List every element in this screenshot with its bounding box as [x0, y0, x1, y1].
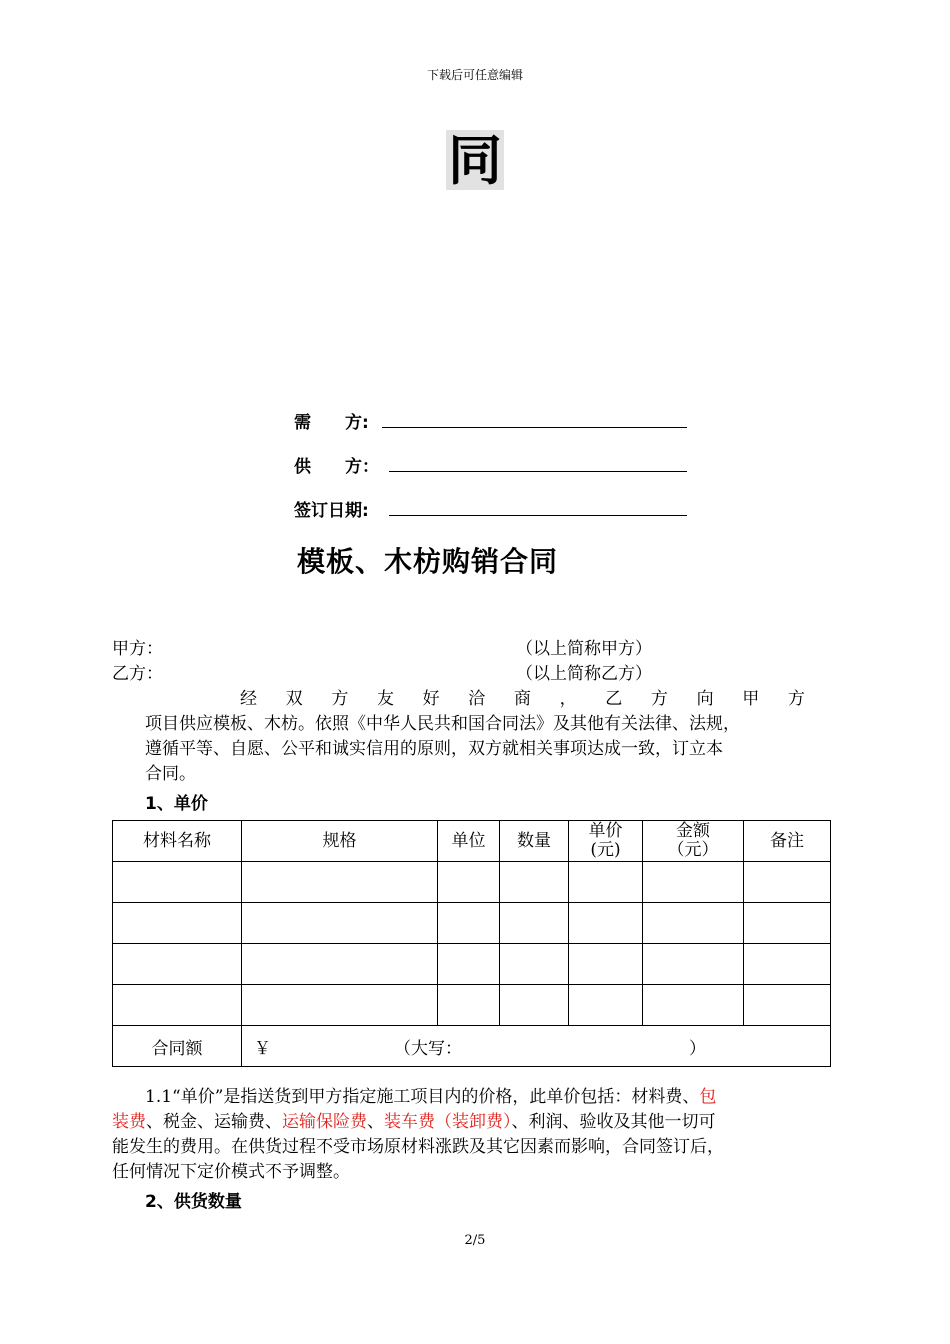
table-cell[interactable]: [643, 903, 744, 944]
party-a-note: （以上简称甲方）: [516, 639, 652, 659]
table-cell[interactable]: [242, 985, 438, 1026]
total-amount-cell[interactable]: [242, 1026, 831, 1067]
supplier-line: [389, 471, 687, 472]
table-header-row: [113, 821, 831, 862]
intro-word: 方: [331, 689, 349, 709]
table-cell[interactable]: [569, 944, 643, 985]
table-cell[interactable]: [500, 985, 569, 1026]
header-unit-price: 单价 (元): [569, 821, 643, 862]
intro-word: ，: [559, 689, 577, 709]
table-cell[interactable]: [113, 862, 242, 903]
clause-text: 、: [367, 1112, 384, 1132]
party-b-label: 乙方：: [112, 664, 163, 684]
currency-symbol: ￥: [254, 1038, 271, 1059]
table-cell[interactable]: [242, 862, 438, 903]
table-cell[interactable]: [242, 903, 438, 944]
table-cell[interactable]: [113, 985, 242, 1026]
section-2-heading: 2、供货数量: [145, 1192, 242, 1212]
buyer-line: [382, 427, 687, 428]
intro-line-1: [240, 687, 805, 712]
header-quantity: 数量: [500, 821, 569, 862]
header-material-name: 材料名称: [113, 821, 242, 862]
party-a-label: 甲方：: [112, 639, 163, 659]
intro-line-3: 遵循平等、自愿、公平和诚实信用的原则，双方就相关事项达成一致，订立本: [145, 739, 723, 759]
clause-1-1-line-1: [145, 1085, 716, 1110]
table-cell[interactable]: [438, 944, 500, 985]
clause-1-1-line-4: 任何情况下定价模式不予调整。: [112, 1162, 350, 1182]
table-row: [113, 903, 831, 944]
table-cell[interactable]: [113, 903, 242, 944]
intro-word: 洽: [468, 689, 486, 709]
table-cell[interactable]: [438, 985, 500, 1026]
clause-1-1-line-3: 能发生的费用。在供货过程不受市场原材料涨跌及其它因素而影响，合同签订后，: [112, 1137, 724, 1157]
table-cell[interactable]: [744, 862, 831, 903]
table-cell[interactable]: [438, 862, 500, 903]
clause-highlight: 运输保险费: [282, 1112, 367, 1132]
uppercase-close: ）: [689, 1038, 706, 1059]
page-number: 2/5: [464, 1233, 486, 1248]
clause-1-1-line-2: [112, 1110, 716, 1135]
header-remark: 备注: [744, 821, 831, 862]
intro-word: 乙: [605, 689, 623, 709]
intro-word: 双: [285, 689, 303, 709]
header-unit: 单位: [438, 821, 500, 862]
party-b-note: （以上简称乙方）: [516, 664, 652, 684]
buyer-label: 需 方:: [294, 413, 369, 433]
clause-highlight: 装费: [112, 1112, 146, 1132]
intro-word: 商: [513, 689, 531, 709]
intro-line-2: 项目供应模板、木枋。依照《中华人民共和国合同法》及其他有关法律、法规，: [145, 714, 740, 734]
table-cell[interactable]: [500, 862, 569, 903]
header-note: 下载后可任意编辑: [426, 68, 523, 82]
cover-title-char: 同: [448, 128, 502, 192]
header-amount: 金额 （元）: [643, 821, 744, 862]
intro-word: 经: [240, 689, 257, 709]
clause-text: 1.1“单价”是指送货到甲方指定施工项目内的价格，此单价包括：材料费、: [145, 1087, 700, 1107]
table-cell[interactable]: [113, 944, 242, 985]
clause-text: 、税金、运输费、: [146, 1112, 282, 1132]
table-cell[interactable]: [744, 985, 831, 1026]
supplier-label: 供 方：: [294, 457, 379, 477]
table-cell[interactable]: [744, 903, 831, 944]
table-cell[interactable]: [500, 944, 569, 985]
table-row: [113, 862, 831, 903]
table-cell[interactable]: [569, 862, 643, 903]
intro-line-4: 合同。: [145, 764, 196, 784]
table-cell[interactable]: [569, 985, 643, 1026]
table-cell[interactable]: [643, 985, 744, 1026]
table-row: [113, 985, 831, 1026]
table-cell[interactable]: [643, 862, 744, 903]
table-total-row: [113, 1026, 831, 1067]
table-cell[interactable]: [569, 903, 643, 944]
intro-word: 方: [650, 689, 668, 709]
section-1-heading: 1、单价: [145, 794, 208, 814]
price-table: [112, 820, 831, 1067]
uppercase-label: （大写：: [394, 1038, 462, 1059]
intro-word: 向: [696, 689, 714, 709]
contract-title: 模板、木枋购销合同: [296, 545, 558, 578]
total-label: 合同额: [113, 1026, 242, 1067]
table-cell[interactable]: [500, 903, 569, 944]
date-line: [389, 515, 687, 516]
table-cell[interactable]: [744, 944, 831, 985]
header-spec: 规格: [242, 821, 438, 862]
clause-highlight: 包: [699, 1087, 717, 1107]
intro-word: 好: [422, 689, 440, 709]
table-cell[interactable]: [643, 944, 744, 985]
table-cell[interactable]: [438, 903, 500, 944]
intro-word: 甲: [742, 689, 760, 709]
clause-highlight: 装车费（装卸费）: [384, 1112, 512, 1132]
clause-text: 、利润、验收及其他一切可: [511, 1112, 716, 1132]
table-cell[interactable]: [242, 944, 438, 985]
date-label: 签订日期:: [294, 501, 369, 521]
table-row: [113, 944, 831, 985]
intro-word: 方: [787, 689, 805, 709]
intro-word: 友: [376, 689, 394, 709]
